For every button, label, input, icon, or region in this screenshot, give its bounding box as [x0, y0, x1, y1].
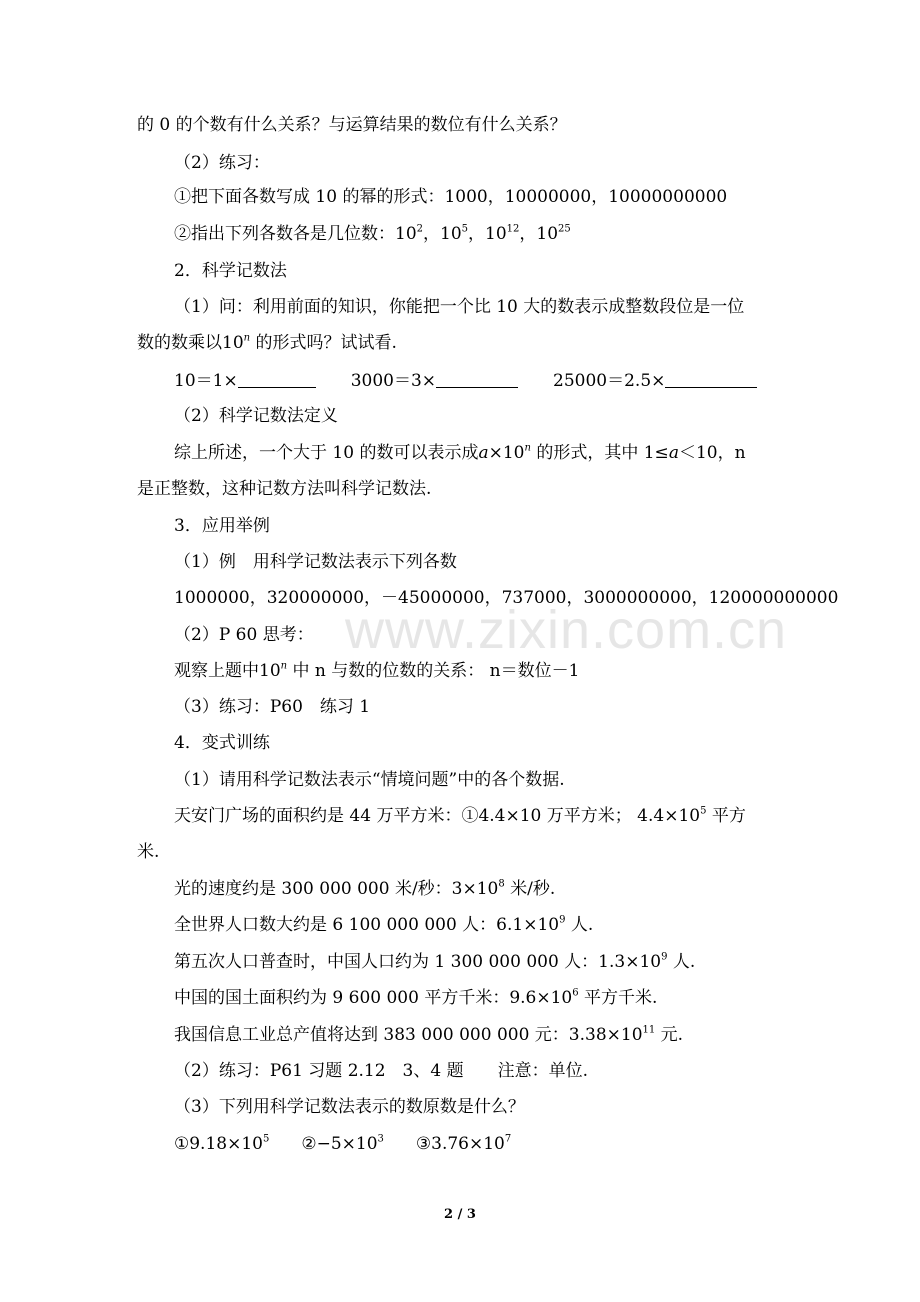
text-line: 全世界人口数大约是 6 100 000 000 人：$6.1\times 10^9$ 人. [174, 914, 594, 935]
text-line: 天安门广场的面积约是 44 万平方米：①4.4×10 万平方米； $4.4\times 10^5$ 平方 [174, 805, 746, 826]
section-heading: 4．变式训练 [174, 733, 270, 753]
exponent: n [524, 442, 531, 454]
text-line: （1）问：利用前面的知识，你能把一个比 10 大的数表示成整数段位是一位 [174, 297, 745, 317]
text-line: （1）请用科学记数法表示“情境问题”中的各个数据. [174, 770, 565, 790]
text-line: （1）例 用科学记数法表示下列各数 [174, 552, 457, 572]
exponent: 11 [642, 1024, 656, 1036]
exponent: 5 [262, 1133, 270, 1145]
exponent: 3 [377, 1133, 384, 1145]
exponent: 25 [558, 223, 571, 235]
exponent: 6 [572, 987, 579, 999]
text-line: 的 0 的个数有什么关系？与运算结果的数位有什么关系？ [137, 115, 567, 135]
text-line: 米. [137, 842, 160, 862]
text-line: （3）练习：P60 练习 1 [174, 697, 371, 717]
text-line: （2）科学记数法定义 [174, 406, 338, 426]
exponent: 2 [416, 223, 424, 235]
text-line: 1000000，320000000，－45000000，737000，3000000000，120000000000 [174, 588, 839, 608]
text-line: （3）下列用科学记数法表示的数原数是什么？ [174, 1097, 525, 1117]
exponent: 9 [661, 951, 668, 963]
text-line: 是正整数，这种记数方法叫科学记数法. [137, 479, 432, 499]
text-line: （2）练习：P61 习题 2.12 3、4 题 注意：单位. [174, 1061, 588, 1081]
text-line: （2）P 60 思考： [174, 625, 314, 645]
text-line: 数的数乘以10$^n$ 的形式吗？试试看. [137, 332, 397, 353]
section-heading: 2．科学记数法 [174, 261, 287, 281]
text-line: ①把下面各数写成 10 的幂的形式：1000，10000000，10000000000 [174, 187, 728, 207]
text-line: 观察上题中10$^n$ 中 n 与数的位数的关系： n＝数位－1 [174, 660, 580, 681]
text-line: $①9.18\times 10^5$ $②-5\times 10^3$ $③3.76\times 10^7$ [174, 1133, 512, 1154]
text-line: ②指出下列各数各是几位数：$10^2$，$10^5$，$10^{12}$，$10^{25}$ [174, 223, 571, 244]
text-line: 综上所述，一个大于 10 的数可以表示成$a\times 10^n$ 的形式，其中 1≤a＜10，n [174, 442, 746, 463]
text-line: 我国信息工业总产值将达到 383 000 000 000 元：$3.38\times 10^{11}$ 元. [174, 1024, 684, 1045]
exponent: 9 [559, 914, 566, 926]
exponent: 5 [461, 223, 469, 235]
exponent: 8 [498, 878, 505, 890]
watermark: www.zixin.com.cn [345, 600, 788, 660]
exponent: n [243, 332, 251, 344]
fill-in-line: 10＝1× 3000＝3× 25000＝2.5× [174, 369, 757, 393]
text-line: 光的速度约是 300 000 000 米/秒：$3\times 10^8$ 米/秒. [174, 878, 556, 899]
exponent: 5 [700, 805, 707, 817]
line-text: ②指出下列各数各是几位数： [174, 224, 395, 244]
exponent: 7 [504, 1133, 512, 1145]
exponent: n [280, 660, 288, 672]
text-line: 中国的国土面积约为 9 600 000 平方千米：$9.6\times 10^6$ 平方千米. [174, 987, 658, 1008]
answer-blank [238, 386, 316, 388]
exponent: 12 [506, 223, 520, 235]
text-line: （2）练习： [174, 153, 270, 173]
answer-blank [436, 386, 518, 388]
answer-blank [665, 386, 757, 388]
text-line: 第五次人口普查时，中国人口约为 1 300 000 000 人：$1.3\times 10^9$ 人. [174, 951, 696, 972]
section-heading: 3．应用举例 [174, 516, 270, 536]
page-number: 2 / 3 [444, 1207, 476, 1222]
